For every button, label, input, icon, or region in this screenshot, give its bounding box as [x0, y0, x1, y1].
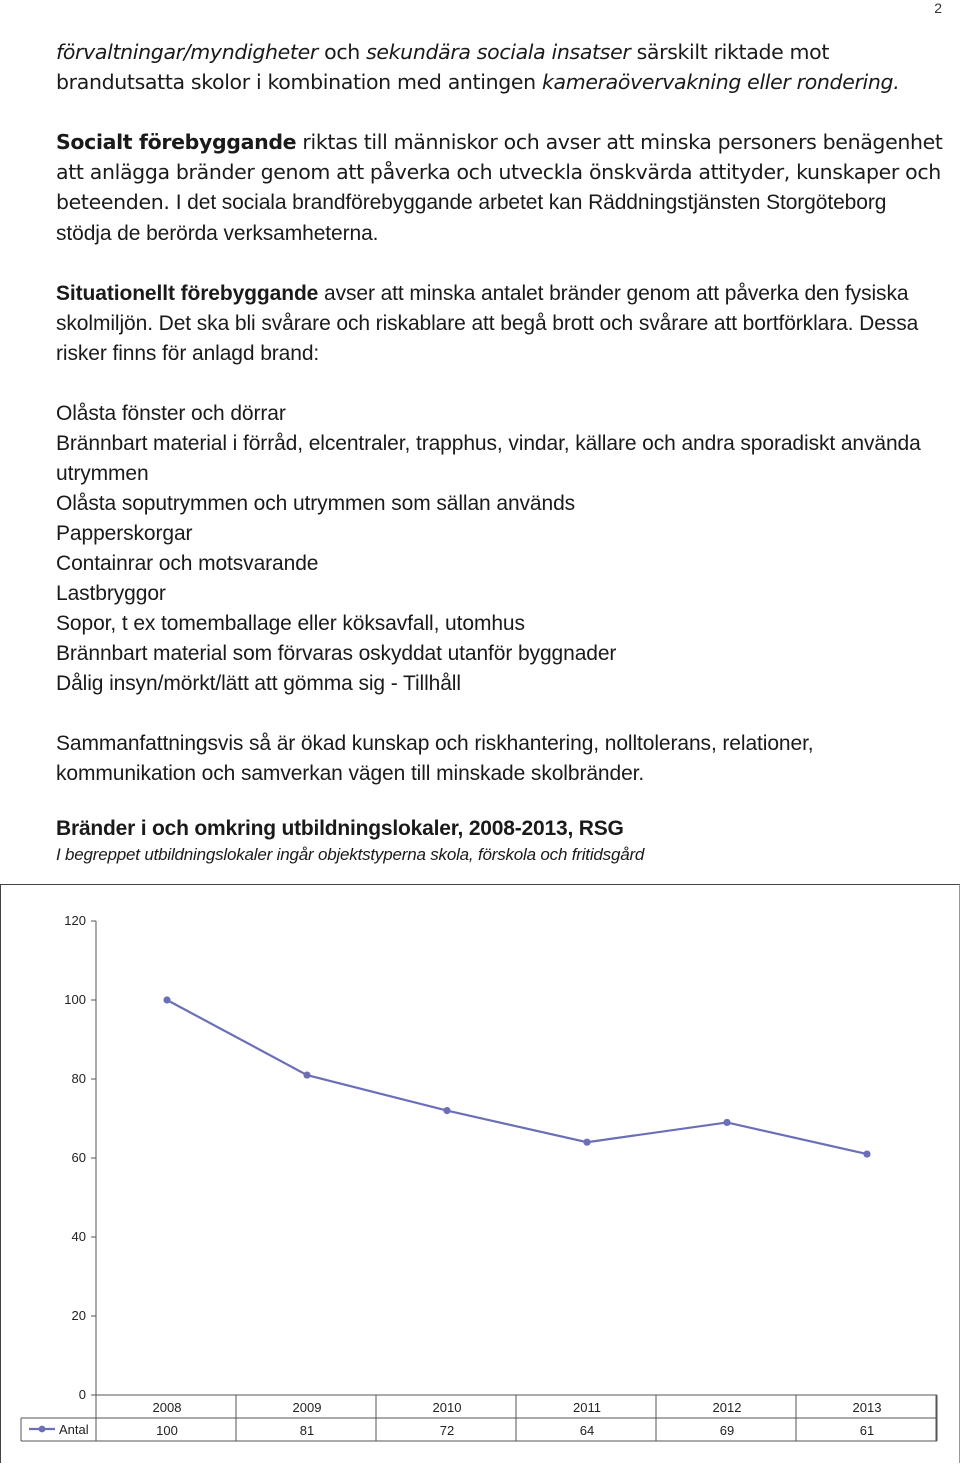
table-value-cell: 61 [859, 1423, 875, 1438]
italic-term: förvaltningar/myndigheter [56, 40, 318, 64]
list-item: Brännbart material i förråd, elcentraler, trapphus, vindar, källare och andra sporadiskt använda utrymmen [56, 432, 921, 485]
y-tick-label: 0 [78, 1387, 86, 1402]
y-tick-label: 20 [71, 1308, 86, 1323]
paragraph-measures [56, 37, 946, 97]
page-number: 2 [934, 0, 942, 16]
paragraph-social-prevention [56, 127, 946, 249]
y-tick-label: 120 [64, 913, 86, 928]
table-value-cell: 69 [719, 1423, 735, 1438]
chart-heading: Bränder i och omkring utbildningslokaler, 2008-2013, RSG [56, 817, 624, 840]
x-category-label: 2008 [152, 1400, 182, 1415]
list-item: Lastbryggor [56, 582, 166, 605]
table-value-cell: 64 [579, 1423, 595, 1438]
text-run: avser att minska antalet bränder genom att påverka den fysiska skolmiljön. Det ska bli svårare och riskablare att begå brott och svårare att bortförklara. Dessa risker finns för anlagd brand: [56, 282, 919, 365]
document-body [56, 37, 946, 867]
x-category-label: 2011 [573, 1400, 601, 1415]
data-point [303, 1071, 310, 1078]
list-item: Dålig insyn/mörkt/lätt att gömma sig - Tillhåll [56, 672, 461, 695]
table-value-cell: 72 [439, 1423, 455, 1438]
list-item: Olåsta fönster och dörrar [56, 402, 286, 425]
y-tick-label: 60 [71, 1150, 86, 1165]
table-value-cell: 100 [156, 1423, 178, 1438]
paragraph-situational-prevention [56, 279, 946, 369]
chart-subheading: I begreppet utbildningslokaler ingår objektstyperna skola, förskola och fritidsgård [56, 845, 645, 864]
data-point [723, 1119, 730, 1126]
x-category-label: 2009 [292, 1400, 322, 1415]
list-item: Brännbart material som förvaras oskyddat utanför byggnader [56, 642, 617, 665]
text-run: I det sociala brandförebyggande arbetet kan Räddningstjänsten Storgöteborg stödja de berörda verksamheterna. [56, 191, 887, 245]
legend-marker [39, 1426, 46, 1433]
series-line [167, 1000, 867, 1154]
summary-paragraph: Sammanfattningsvis så är ökad kunskap och riskhantering, nolltolerans, relationer, kommunikation och samverkan vägen till minskade skolbränder. [56, 732, 814, 785]
bold-term: Socialt förebyggande [56, 130, 297, 154]
italic-term: sekundära sociala insatser [366, 40, 631, 64]
list-item: Papperskorgar [56, 522, 193, 545]
data-point [583, 1139, 590, 1146]
y-tick-label: 100 [64, 992, 86, 1007]
text-run: särskilt riktade mot brandutsatta skolor i kombination med antingen [56, 40, 830, 94]
x-category-label: 2013 [852, 1400, 882, 1415]
bold-term: Situationellt förebyggande [56, 282, 319, 305]
text-run: riktas till människor och avser att minska personers benägenhet att anlägga bränder genom att påverka och utveckla önskvärda attityder, kunskaper och beteenden. [56, 130, 943, 214]
fires-line-chart [1, 885, 959, 1463]
list-item: Sopor, t ex tomemballage eller köksavfall, utomhus [56, 612, 525, 635]
y-tick-label: 80 [71, 1071, 86, 1086]
data-point [863, 1150, 870, 1157]
y-tick-label: 40 [71, 1229, 86, 1244]
italic-term: kameraövervakning eller rondering. [541, 70, 900, 94]
chart-frame [0, 884, 960, 1463]
risk-list [56, 399, 946, 699]
list-item: Containrar och motsvarande [56, 552, 319, 575]
x-category-label: 2010 [432, 1400, 462, 1415]
text-run: och [317, 40, 367, 64]
legend-label: Antal [59, 1422, 89, 1437]
data-point [163, 996, 170, 1003]
list-item: Olåsta soputrymmen och utrymmen som sällan används [56, 492, 576, 515]
table-value-cell: 81 [299, 1423, 315, 1438]
data-point [443, 1107, 450, 1114]
x-category-label: 2012 [712, 1400, 742, 1415]
